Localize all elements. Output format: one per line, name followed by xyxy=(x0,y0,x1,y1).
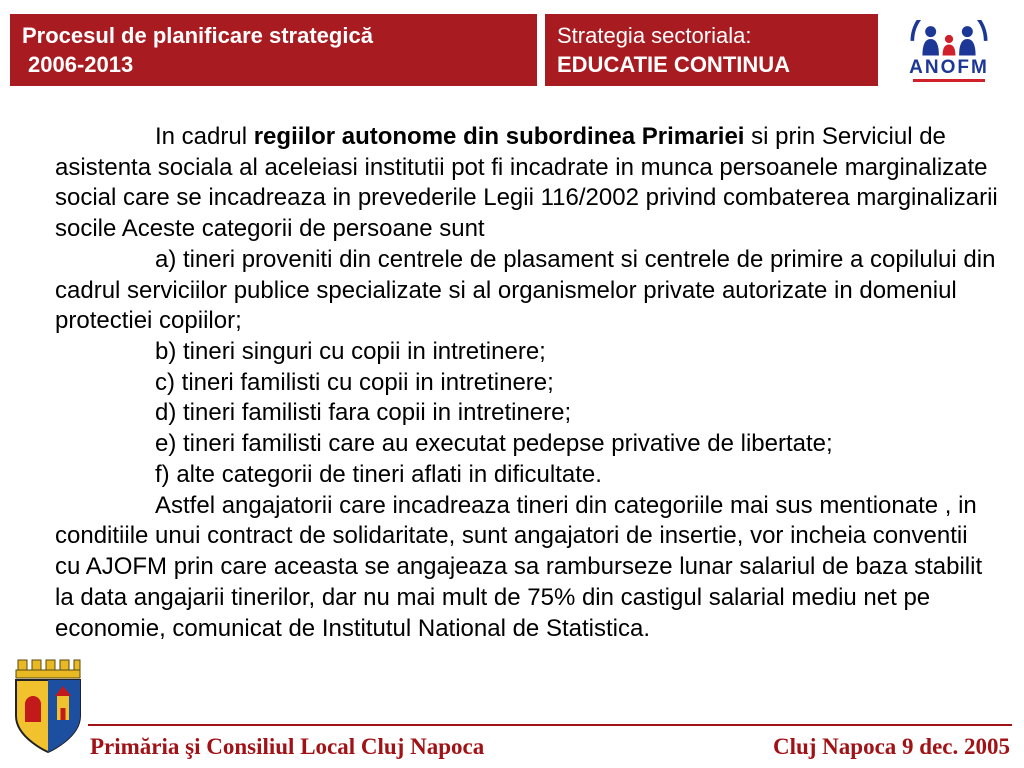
anofm-logo-underline xyxy=(913,79,985,82)
banner-right-title: EDUCATIE CONTINUA xyxy=(557,52,791,77)
header-banner xyxy=(10,14,1014,86)
banner-left-block xyxy=(10,14,537,86)
intro-bold: regiilor autonome din subordinea Primariei xyxy=(253,123,745,150)
list-item-e: e) tineri familisti care au executat pedepse privative de libertate; xyxy=(155,430,833,458)
intro-rest: si prin Serviciul de asistenta sociala al aceleiasi institutii pot fi incadrate in munca persoanele marginalizate social care se incadreaza in prevederile Legii 116/2002 privind combaterea marginalizarii socile Aceste categorii de persoane sunt xyxy=(55,123,998,243)
footer-date: Cluj Napoca 9 dec. 2005 xyxy=(772,734,1010,759)
footer-text-row xyxy=(90,734,1010,760)
anofm-pictogram-icon xyxy=(894,20,1004,58)
anofm-logo-text: ANOFM xyxy=(909,57,989,78)
list-item-a: a) tineri proveniti din centrele de plasament si centrele de primire a copilului din cadrul serviciilor publice specializate si al organismelor private autorizate in domeniul protectiei copiilor; xyxy=(55,245,996,335)
footer-organization: Primăria şi Consiliul Local Cluj Napoca xyxy=(90,734,485,759)
banner-right-block xyxy=(545,14,878,86)
list-item-c: c) tineri familisti cu copii in intretinere; xyxy=(155,368,554,396)
cluj-coat-of-arms-icon xyxy=(8,658,88,758)
list-item-b: b) tineri singuri cu copii in intretinere; xyxy=(155,338,546,366)
paragraph-intro xyxy=(55,122,998,245)
banner-left-years: 2006-2013 xyxy=(28,52,134,77)
anofm-logo xyxy=(884,14,1014,86)
footer-divider-line xyxy=(88,724,1012,726)
list-item-f: f) alte categorii de tineri aflati in dificultate. xyxy=(155,460,602,488)
slide-body xyxy=(55,122,998,644)
banner-right-subtitle: Strategia sectoriala: xyxy=(557,23,752,48)
banner-left-title: Procesul de planificare strategică xyxy=(22,23,373,48)
intro-prefix: In cadrul xyxy=(155,123,254,150)
list-item-d: d) tineri familisti fara copii in intretinere; xyxy=(155,399,572,427)
paragraph-closing: Astfel angajatorii care incadreaza tineri din categoriile mai sus mentionate , in conditiile unui contract de solidaritate, sunt angajatori de insertie, vor incheia conventii cu AJOFM prin care aceasta se angajeaza sa ramburseze lunar salariul de baza stabilit la data angajarii tinerilor, dar nu mai mult de 75% din castigul salarial mediu net pe economie, comunicat de Institutul National de Statistica. xyxy=(55,491,983,642)
